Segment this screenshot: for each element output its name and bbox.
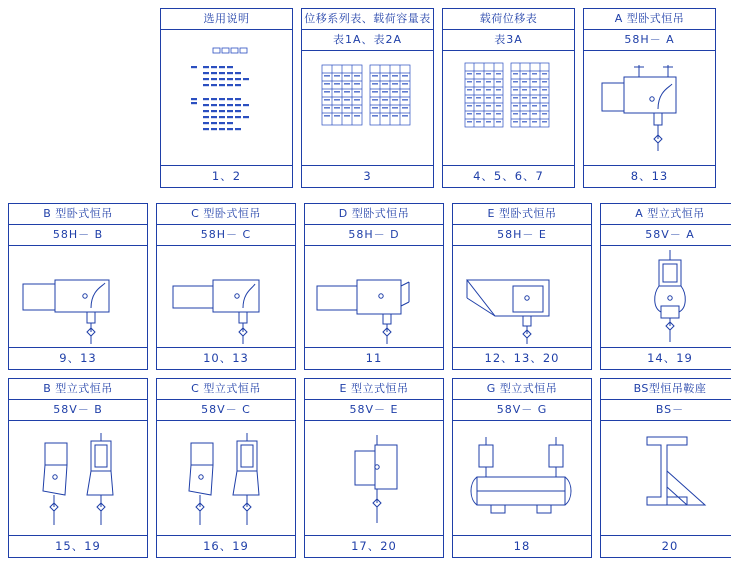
card-horizontal-hanger-d[interactable] bbox=[304, 203, 444, 370]
card-title: E 型立式恒吊 bbox=[305, 379, 443, 400]
card-figure-hanger-b bbox=[9, 246, 147, 347]
card-footer-pages: 15、19 bbox=[9, 535, 147, 557]
figure-vertical-hanger-a-icon bbox=[601, 246, 731, 346]
figure-vertical-hanger-e-icon bbox=[305, 421, 443, 533]
card-footer-pages: 11 bbox=[305, 347, 443, 369]
card-subtitle: 58V－ B bbox=[9, 400, 147, 421]
card-footer-pages: 9、13 bbox=[9, 347, 147, 369]
card-figure-selection-notes bbox=[161, 30, 292, 165]
card-vertical-hanger-c[interactable] bbox=[156, 378, 296, 558]
card-tables-1a-2a[interactable] bbox=[301, 8, 434, 188]
card-vertical-hanger-a[interactable] bbox=[600, 203, 731, 370]
card-horizontal-hanger-a[interactable] bbox=[583, 8, 716, 188]
card-title: BS型恒吊鞍座 bbox=[601, 379, 731, 400]
card-title: C 型卧式恒吊 bbox=[157, 204, 295, 225]
figure-horizontal-hanger-d-icon bbox=[305, 246, 443, 346]
row-1 bbox=[160, 8, 716, 188]
card-title: A 型立式恒吊 bbox=[601, 204, 731, 225]
card-subtitle: 58H－ D bbox=[305, 225, 443, 246]
card-footer-pages: 1、2 bbox=[161, 165, 292, 187]
card-subtitle: BS－ bbox=[601, 400, 731, 421]
card-footer-pages: 18 bbox=[453, 535, 591, 557]
row-2 bbox=[8, 203, 731, 370]
card-figure-saddle bbox=[601, 421, 731, 535]
card-figure-table3a bbox=[443, 51, 574, 165]
card-subtitle: 58H－ B bbox=[9, 225, 147, 246]
card-footer-pages: 8、13 bbox=[584, 165, 715, 187]
card-footer-pages: 4、5、6、7 bbox=[443, 165, 574, 187]
card-vertical-hanger-e[interactable] bbox=[304, 378, 444, 558]
card-subtitle: 58V－ G bbox=[453, 400, 591, 421]
figure-saddle-bs-icon bbox=[601, 421, 731, 533]
card-subtitle: 58H－ E bbox=[453, 225, 591, 246]
card-subtitle: 表1A、表2A bbox=[302, 30, 433, 51]
card-subtitle: 58V－ C bbox=[157, 400, 295, 421]
card-horizontal-hanger-b[interactable] bbox=[8, 203, 148, 370]
card-subtitle: 58V－ E bbox=[305, 400, 443, 421]
figure-horizontal-hanger-b-icon bbox=[9, 246, 147, 346]
figure-horizontal-hanger-e-icon bbox=[453, 246, 591, 346]
card-subtitle: 58H－ A bbox=[584, 30, 715, 51]
card-footer-pages: 16、19 bbox=[157, 535, 295, 557]
card-figure-vertical-hanger-b bbox=[9, 421, 147, 535]
row-3 bbox=[8, 378, 731, 558]
card-vertical-hanger-b[interactable] bbox=[8, 378, 148, 558]
card-subtitle: 58H－ C bbox=[157, 225, 295, 246]
card-title: A 型卧式恒吊 bbox=[584, 9, 715, 30]
figure-table-grid-icon bbox=[443, 51, 574, 163]
card-footer-pages: 12、13、20 bbox=[453, 347, 591, 369]
figure-table-grid-icon bbox=[302, 51, 433, 163]
card-subtitle: 表3A bbox=[443, 30, 574, 51]
card-selection-notes[interactable] bbox=[160, 8, 293, 188]
card-title: B 型立式恒吊 bbox=[9, 379, 147, 400]
card-footer-pages: 14、19 bbox=[601, 347, 731, 369]
card-figure-vertical-hanger-c bbox=[157, 421, 295, 535]
card-figure-vertical-hanger-a bbox=[601, 246, 731, 347]
figure-horizontal-hanger-c-icon bbox=[157, 246, 295, 346]
card-figure-hanger-a bbox=[584, 51, 715, 165]
figure-horizontal-hanger-a-icon bbox=[584, 51, 715, 163]
card-title: G 型立式恒吊 bbox=[453, 379, 591, 400]
card-title: B 型卧式恒吊 bbox=[9, 204, 147, 225]
card-figure-tables bbox=[302, 51, 433, 165]
card-subtitle: 58V－ A bbox=[601, 225, 731, 246]
card-footer-pages: 10、13 bbox=[157, 347, 295, 369]
figure-vertical-hanger-g-icon bbox=[453, 421, 591, 533]
figure-vertical-hanger-b-icon bbox=[9, 421, 147, 533]
figure-text-block-icon bbox=[161, 30, 292, 158]
card-title: 选用说明 bbox=[161, 9, 292, 30]
card-horizontal-hanger-c[interactable] bbox=[156, 203, 296, 370]
card-title: 位移系列表、载荷容量表 bbox=[302, 9, 433, 30]
card-figure-vertical-hanger-g bbox=[453, 421, 591, 535]
card-figure-hanger-c bbox=[157, 246, 295, 347]
card-figure-vertical-hanger-e bbox=[305, 421, 443, 535]
card-table-3a[interactable] bbox=[442, 8, 575, 188]
card-saddle-bs[interactable] bbox=[600, 378, 731, 558]
card-title: E 型卧式恒吊 bbox=[453, 204, 591, 225]
card-title: 载荷位移表 bbox=[443, 9, 574, 30]
card-vertical-hanger-g[interactable] bbox=[452, 378, 592, 558]
figure-vertical-hanger-c-icon bbox=[157, 421, 295, 533]
card-footer-pages: 17、20 bbox=[305, 535, 443, 557]
card-footer-pages: 20 bbox=[601, 535, 731, 557]
card-figure-hanger-d bbox=[305, 246, 443, 347]
card-figure-hanger-e bbox=[453, 246, 591, 347]
card-horizontal-hanger-e[interactable] bbox=[452, 203, 592, 370]
card-footer-pages: 3 bbox=[302, 165, 433, 187]
card-title: C 型立式恒吊 bbox=[157, 379, 295, 400]
card-title: D 型卧式恒吊 bbox=[305, 204, 443, 225]
